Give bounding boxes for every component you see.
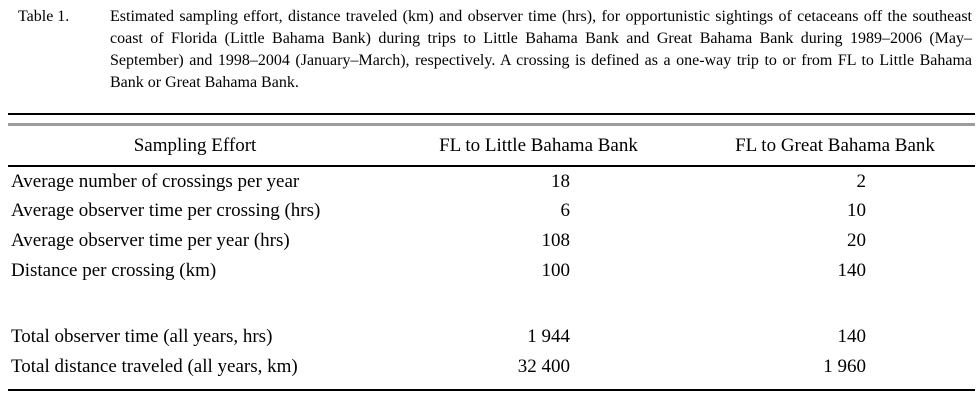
table-number-label: Table 1. xyxy=(18,8,70,25)
table-row xyxy=(8,226,975,256)
column-header-fl-to-great-bahama-bank: FL to Great Bahama Bank xyxy=(695,126,975,166)
table-row xyxy=(8,322,975,352)
column-header-sampling-effort: Sampling Effort xyxy=(8,126,382,166)
table-caption xyxy=(0,0,978,94)
value-great-bahama: 10 xyxy=(847,200,866,221)
value-little-bahama: 18 xyxy=(551,170,570,192)
table-row xyxy=(8,166,975,196)
sampling-effort-table xyxy=(8,126,975,382)
value-great-bahama: 20 xyxy=(847,230,866,251)
table-row xyxy=(8,256,975,286)
value-little-bahama: 1 944 xyxy=(527,326,570,347)
table-top-rule-outer xyxy=(8,113,975,115)
row-label: Distance per crossing (km) xyxy=(11,260,217,281)
header-row xyxy=(8,126,975,166)
value-little-bahama: 108 xyxy=(541,230,570,251)
value-great-bahama: 2 xyxy=(856,170,866,192)
value-little-bahama: 100 xyxy=(541,260,570,281)
row-label: Average observer time per crossing (hrs) xyxy=(11,200,321,221)
row-label: Average observer time per year (hrs) xyxy=(11,230,290,251)
table-bottom-rule xyxy=(8,389,975,391)
row-label: Total observer time (all years, hrs) xyxy=(11,326,273,347)
table-row xyxy=(8,352,975,382)
value-little-bahama: 32 400 xyxy=(517,356,570,377)
row-label: Average number of crossings per year xyxy=(11,170,300,192)
value-great-bahama: 1 960 xyxy=(823,356,866,377)
column-header-fl-to-little-bahama-bank: FL to Little Bahama Bank xyxy=(382,126,695,166)
value-great-bahama: 140 xyxy=(837,326,866,347)
spacer-row xyxy=(8,286,975,322)
value-little-bahama: 6 xyxy=(560,200,570,221)
value-great-bahama: 140 xyxy=(837,260,866,281)
table-row xyxy=(8,196,975,226)
row-label: Total distance traveled (all years, km) xyxy=(11,356,298,377)
spacer-cell xyxy=(8,286,975,322)
table-caption-text: Estimated sampling effort, distance traveled (km) and observer time (hrs), for opportunistic sightings of cetaceans off the southeast coast of Florida (Little Bahama Bank) during trips to Little Bahama Bank and Great Bahama Bank during 1989–2006 (May–September) and 1998–2004 (January–March), respectively. A crossing is defined as a one-way trip to or from FL to Little Bahama Bank or Great Bahama Bank. xyxy=(110,8,972,91)
